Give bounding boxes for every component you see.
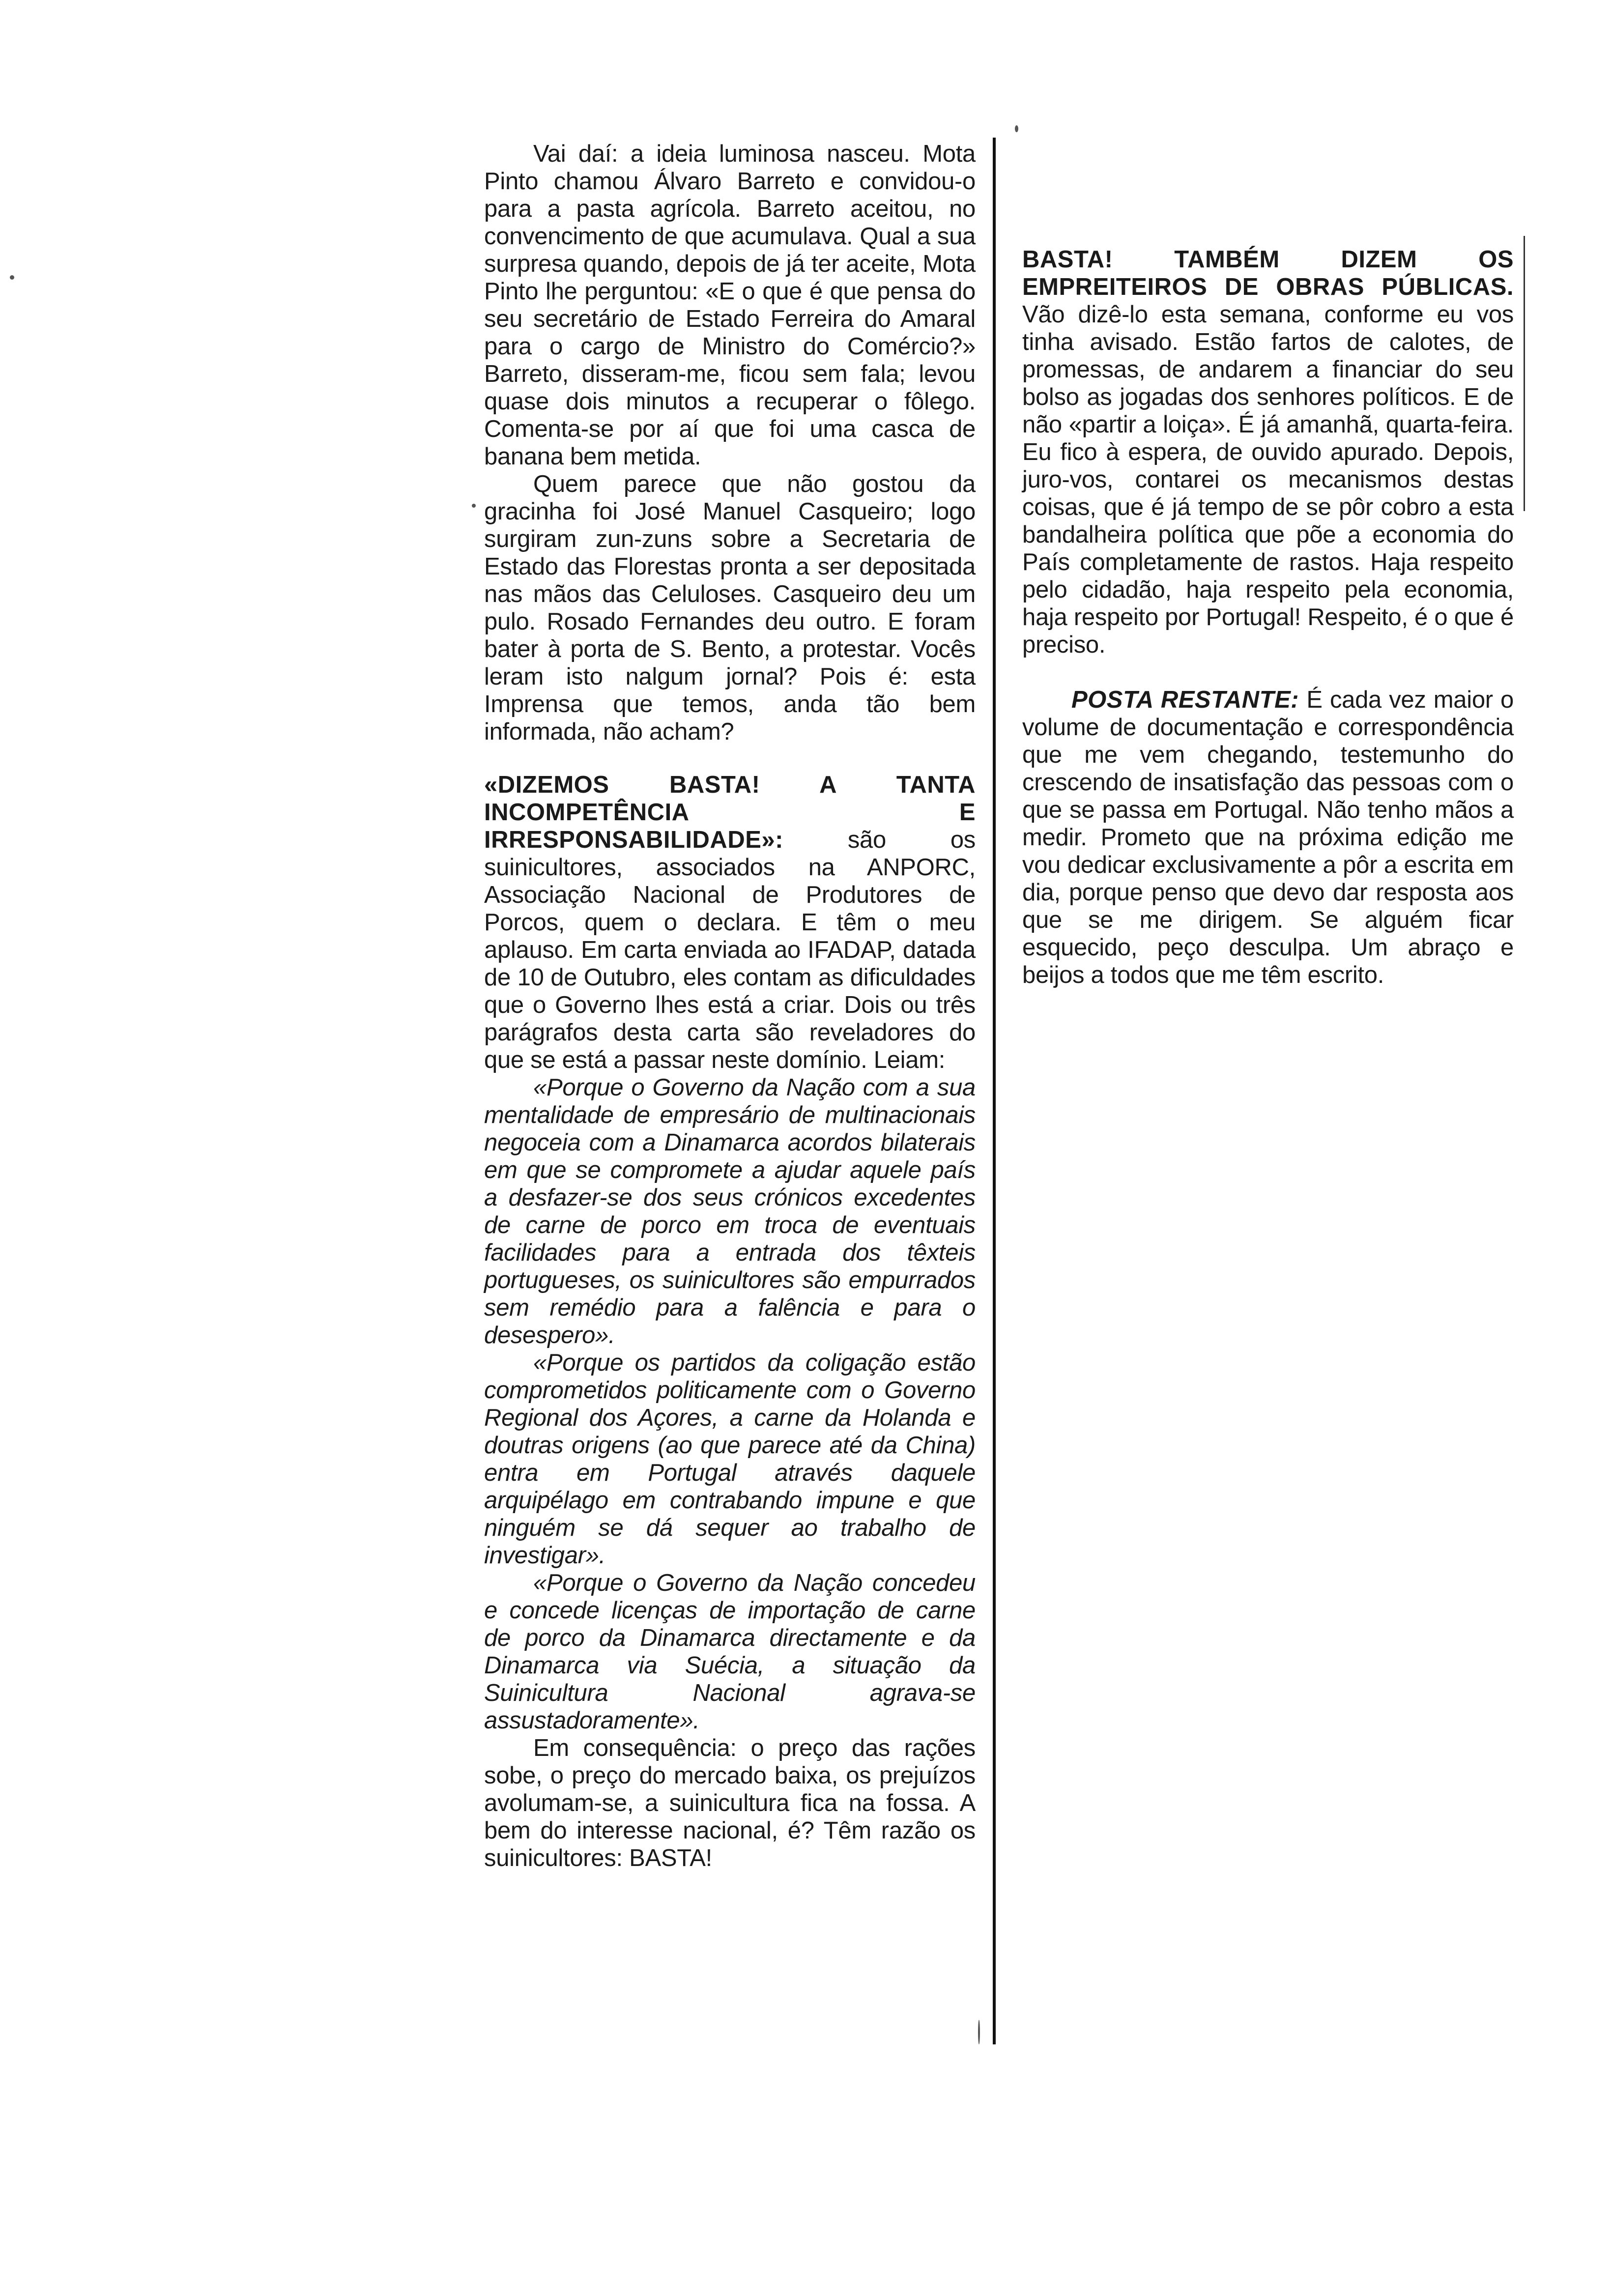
column-divider-rule xyxy=(993,138,996,2044)
quote-licencas-importacao: «Porque o Governo da Nação concedeu e concede licenças de importação de carne de porco da Dinamarca directamente e da Dinamarca via Suécia, a situação da Suinicultura Nacional agrava-se assustadoramente». xyxy=(484,1570,976,1734)
right-column xyxy=(1022,246,1514,989)
left-column xyxy=(484,140,976,1872)
scan-speck xyxy=(472,504,476,508)
headline-basta-empreiteiros: BASTA! TAMBÉM DIZEM OS EMPREITEIROS DE OBRAS PÚBLICAS. xyxy=(1022,246,1514,300)
paragraph-suinicultores xyxy=(484,771,976,1074)
quote-governo-dinamarca: «Porque o Governo da Nação com a sua mentalidade de empresário de multinacionais negoceia com a Dinamarca acordos bilaterais em que se compromete a ajudar aquele país a desfazer-se dos seus crónicos excedentes de carne de porco em troca de eventuais facilidades para a entrada dos têxteis portugueses, os suinicultores são empurrados sem remédio para a falência e para o desespero». xyxy=(484,1074,976,1349)
paragraph-posta-restante xyxy=(1022,686,1514,989)
paragraph-suinicultores-text: são os suinicultores, associados na ANPORC, Associação Nacional de Produtores de Porcos, quem o declara. E têm o meu aplauso. Em carta enviada ao IFADAP, datada de 10 de Outubro, eles contam as dificuldades que o Governo lhes está a criar. Dois ou três parágrafos desta carta são reveladores do que se está a passar neste domínio. Leiam: xyxy=(484,827,976,1073)
headline-posta-restante: POSTA RESTANTE: xyxy=(1071,687,1299,713)
scan-speck xyxy=(1015,125,1018,132)
paragraph-empreiteiros xyxy=(1022,246,1514,659)
quote-partidos-acores: «Porque os partidos da coligação estão comprometidos politicamente com o Governo Regional dos Açores, a carne da Holanda e doutras origens (ao que parece até da China) entra em Portugal através daquele arquipélago em contrabando impune e que ninguém se dá sequer ao trabalho de investigar». xyxy=(484,1349,976,1569)
paragraph-posta-restante-text: É cada vez maior o volume de documentação e correspondência que me vem chegando, testemunho do crescendo de insatisfação das pessoas com o que se passa em Portugal. Não tenho mãos a medir. Prometo que na próxima edição me vou dedicar exclusivamente a pôr a escrita em dia, porque penso que devo dar resposta aos que se me dirigem. Se alguém ficar esquecido, peço desculpa. Um abraço e beijos a todos que me têm escrito. xyxy=(1022,687,1514,988)
paragraph-mota-pinto: Vai daí: a ideia luminosa nasceu. Mota Pinto chamou Álvaro Barreto e convidou-o para a pasta agrícola. Barreto aceitou, no convencimento de que acumulava. Qual a sua surpresa quando, depois de já ter aceite, Mota Pinto lhe perguntou: «E o que é que pensa do seu secretário de Estado Ferreira do Amaral para o cargo de Ministro do Comércio?» Barreto, disseram-me, ficou sem fala; levou quase dois minutos a recuperar o fôlego. Comenta-se por aí que foi uma casca de banana bem metida. xyxy=(484,141,976,470)
right-edge-rule xyxy=(1524,236,1525,511)
paragraph-consequencia: Em consequência: o preço das rações sobe, o preço do mercado baixa, os prejuízos avolumam-se, a suinicultura fica na fossa. A bem do interesse nacional, é? Têm razão os suinicultores: BASTA! xyxy=(484,1735,976,1871)
section-spacer xyxy=(1022,659,1514,686)
scan-speck xyxy=(10,275,14,280)
paragraph-empreiteiros-text: Vão dizê-lo esta semana, conforme eu vos tinha avisado. Estão fartos de calotes, de promessas, de andarem a financiar do seu bolso as jogadas dos senhores políticos. E de não «partir a loiça». É já amanhã, quarta-feira. Eu fico à espera, de ouvido apurado. Depois, juro-vos, contarei os mecanismos destas coisas, que é já tempo de se pôr cobro a esta bandalheira política que põe a economia do País completamente de rastos. Haja respeito pelo cidadão, haja respeito pela economia, haja respeito por Portugal! Respeito, é o que é preciso. xyxy=(1022,301,1514,658)
paragraph-casqueiro: Quem parece que não gostou da gracinha foi José Manuel Casqueiro; logo surgiram zun-zuns sobre a Secretaria de Estado das Florestas pronta a ser depositada nas mãos das Celuloses. Casqueiro deu um pulo. Rosado Fernandes deu outro. E foram bater à porta de S. Bento, a protestar. Vocês leram isto nalgum jornal? Pois é: esta Imprensa que temos, anda tão bem informada, não acham? xyxy=(484,471,976,745)
headline-dizemos-basta: «DIZEMOS BASTA! A TANTA INCOMPETÊNCIA E IRRESPONSABILIDADE»: xyxy=(484,772,976,853)
scan-speck xyxy=(978,2020,980,2044)
section-spacer xyxy=(484,746,976,771)
